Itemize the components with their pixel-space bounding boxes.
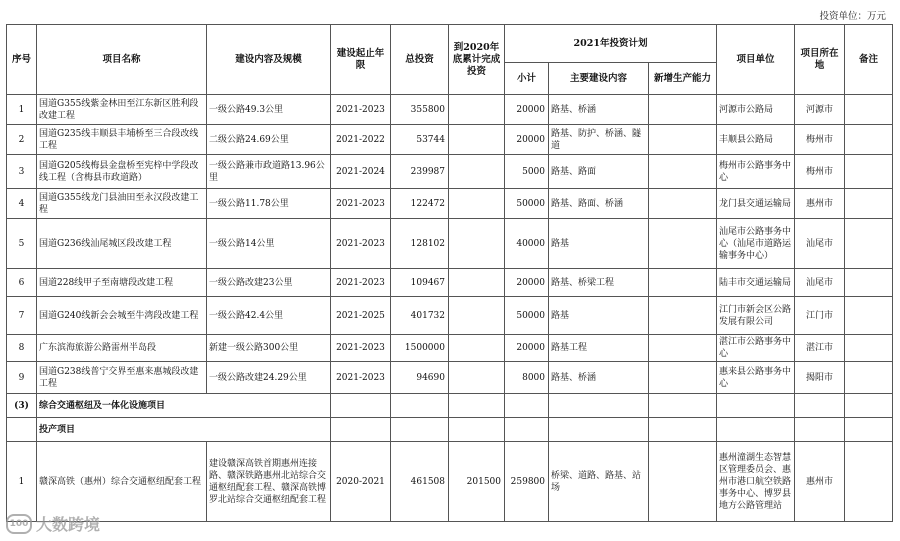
cell-years: 2021-2023 xyxy=(331,362,391,394)
cell-total: 94690 xyxy=(391,362,449,394)
header-cap: 新增生产能力 xyxy=(649,63,717,95)
cell-loc: 惠州市 xyxy=(795,442,845,522)
cell-loc: 汕尾市 xyxy=(795,269,845,297)
cell-sub: 20000 xyxy=(505,95,549,125)
cell-unit: 河源市公路局 xyxy=(717,95,795,125)
header-main: 主要建设内容 xyxy=(549,63,649,95)
cell-total: 401732 xyxy=(391,297,449,335)
section-seq: (3) xyxy=(7,394,37,418)
cell-note xyxy=(845,335,893,362)
cell-seq: 4 xyxy=(7,189,37,219)
cell-cum xyxy=(449,125,505,155)
cell-loc: 揭阳市 xyxy=(795,362,845,394)
cell-content: 一级公路14公里 xyxy=(207,219,331,269)
cell-main: 路基 xyxy=(549,297,649,335)
cell-note xyxy=(845,189,893,219)
section-title: 综合交通枢纽及一体化设施项目 xyxy=(37,394,331,418)
cell-cum: 201500 xyxy=(449,442,505,522)
cell-years: 2021-2023 xyxy=(331,219,391,269)
cell-years: 2021-2024 xyxy=(331,155,391,189)
cell-name: 国道G355线龙门县油田至永汉段改建工程 xyxy=(37,189,207,219)
cell-cap xyxy=(649,269,717,297)
cell-cum xyxy=(449,95,505,125)
header-loc: 项目所在地 xyxy=(795,25,845,95)
cell-content: 一级公路42.4公里 xyxy=(207,297,331,335)
header-total: 总投资 xyxy=(391,25,449,95)
table-row xyxy=(7,125,893,155)
cell-unit: 陆丰市交通运输局 xyxy=(717,269,795,297)
cell-sub: 50000 xyxy=(505,297,549,335)
table-row xyxy=(7,297,893,335)
table-row xyxy=(7,189,893,219)
cell-name: 国道G205线梅县金盘桥至宪梓中学段改线工程（含梅县市政道路） xyxy=(37,155,207,189)
cell-cum xyxy=(449,219,505,269)
section-row xyxy=(7,394,893,418)
cell-content: 新建一级公路300公里 xyxy=(207,335,331,362)
cell-loc: 惠州市 xyxy=(795,189,845,219)
cell-note xyxy=(845,95,893,125)
cell-note xyxy=(845,155,893,189)
cell-content: 一级公路11.78公里 xyxy=(207,189,331,219)
unit-note: 投资单位：万元 xyxy=(819,11,886,22)
cell-cap xyxy=(649,155,717,189)
cell-cap xyxy=(649,335,717,362)
table-row xyxy=(7,335,893,362)
cell-note xyxy=(845,269,893,297)
cell-seq: 3 xyxy=(7,155,37,189)
cell-total: 109467 xyxy=(391,269,449,297)
cell-cum xyxy=(449,269,505,297)
cell-main: 路基、桥涵 xyxy=(549,95,649,125)
table-row xyxy=(7,95,893,125)
cell-sub: 20000 xyxy=(505,125,549,155)
cell-seq: 1 xyxy=(7,442,37,522)
cell-cap xyxy=(649,362,717,394)
cell-main: 路基工程 xyxy=(549,335,649,362)
table-row xyxy=(7,362,893,394)
header-cum: 到2020年底累计完成投资 xyxy=(449,25,505,95)
cell-sub: 50000 xyxy=(505,189,549,219)
cell-sub: 5000 xyxy=(505,155,549,189)
cell-note xyxy=(845,442,893,522)
cell-loc: 梅州市 xyxy=(795,125,845,155)
cell-main: 路基、路面 xyxy=(549,155,649,189)
header-name: 项目名称 xyxy=(37,25,207,95)
cell-name: 国道G238线普宁交界至惠来惠城段改建工程 xyxy=(37,362,207,394)
table-row xyxy=(7,269,893,297)
cell-name: 国道G235线丰顺县丰埔桥至三合段改线工程 xyxy=(37,125,207,155)
header-plan2021: 2021年投资计划 xyxy=(505,25,717,63)
cell-note xyxy=(845,297,893,335)
cell-unit: 惠州潼湖生态智慧区管理委员会、惠州市港口航空铁路事务中心、博罗县地方公路管理站 xyxy=(717,442,795,522)
cell-note xyxy=(845,219,893,269)
cell-years: 2021-2023 xyxy=(331,95,391,125)
cell-seq: 6 xyxy=(7,269,37,297)
cell-name: 赣深高铁（惠州）综合交通枢纽配套工程 xyxy=(37,442,207,522)
table-row xyxy=(7,442,893,522)
cell-years: 2021-2023 xyxy=(331,189,391,219)
cell-content: 一级公路改建23公里 xyxy=(207,269,331,297)
cell-years: 2021-2023 xyxy=(331,269,391,297)
cell-unit: 龙门县交通运输局 xyxy=(717,189,795,219)
header-seq: 序号 xyxy=(7,25,37,95)
cell-total: 461508 xyxy=(391,442,449,522)
header-unit: 项目单位 xyxy=(717,25,795,95)
cell-total: 355800 xyxy=(391,95,449,125)
cell-cum xyxy=(449,189,505,219)
subsection-row xyxy=(7,418,893,442)
watermark xyxy=(6,512,100,535)
investment-table xyxy=(6,24,893,522)
cell-main: 路基、路面、桥涵 xyxy=(549,189,649,219)
cell-years: 2020-2021 xyxy=(331,442,391,522)
cell-content: 二级公路24.69公里 xyxy=(207,125,331,155)
cell-loc: 河源市 xyxy=(795,95,845,125)
cell-cap xyxy=(649,219,717,269)
cell-sub: 8000 xyxy=(505,362,549,394)
table-row xyxy=(7,219,893,269)
cell-unit: 汕尾市公路事务中心（汕尾市道路运输事务中心） xyxy=(717,219,795,269)
cell-cum xyxy=(449,297,505,335)
cell-unit: 丰顺县公路局 xyxy=(717,125,795,155)
cell-seq: 8 xyxy=(7,335,37,362)
cell-loc: 江门市 xyxy=(795,297,845,335)
cell-content: 一级公路兼市政道路13.96公里 xyxy=(207,155,331,189)
cell-unit: 江门市新会区公路发展有限公司 xyxy=(717,297,795,335)
cell-sub: 20000 xyxy=(505,269,549,297)
cell-seq: 7 xyxy=(7,297,37,335)
cell-seq: 5 xyxy=(7,219,37,269)
cell-sub: 20000 xyxy=(505,335,549,362)
cell-years: 2021-2022 xyxy=(331,125,391,155)
cell-note xyxy=(845,362,893,394)
cell-unit: 惠来县公路事务中心 xyxy=(717,362,795,394)
cell-main: 路基、桥梁工程 xyxy=(549,269,649,297)
cell-seq: 9 xyxy=(7,362,37,394)
cell-note xyxy=(845,125,893,155)
header-content: 建设内容及规模 xyxy=(207,25,331,95)
cell-unit: 湛江市公路事务中心 xyxy=(717,335,795,362)
cell-cap xyxy=(649,95,717,125)
cell-name: 国道G355线紫金林田至江东新区胜利段改建工程 xyxy=(37,95,207,125)
header-sub: 小计 xyxy=(505,63,549,95)
cell-name: 广东滨海旅游公路雷州半岛段 xyxy=(37,335,207,362)
cell-main: 路基 xyxy=(549,219,649,269)
cell-seq: 1 xyxy=(7,95,37,125)
cell-total: 1500000 xyxy=(391,335,449,362)
cell-main: 路基、桥涵 xyxy=(549,362,649,394)
cell-unit: 梅州市公路事务中心 xyxy=(717,155,795,189)
subsection-title: 投产项目 xyxy=(37,418,331,442)
cell-cap xyxy=(649,297,717,335)
cell-content: 一级公路49.3公里 xyxy=(207,95,331,125)
cell-years: 2021-2025 xyxy=(331,297,391,335)
cell-main: 路基、防护、桥涵、隧道 xyxy=(549,125,649,155)
cell-total: 53744 xyxy=(391,125,449,155)
cell-loc: 梅州市 xyxy=(795,155,845,189)
header-years: 建设起止年限 xyxy=(331,25,391,95)
cell-sub: 40000 xyxy=(505,219,549,269)
cell-main: 桥梁、道路、路基、站场 xyxy=(549,442,649,522)
cell-loc: 汕尾市 xyxy=(795,219,845,269)
header-note: 备注 xyxy=(845,25,893,95)
cell-total: 122472 xyxy=(391,189,449,219)
cell-cum xyxy=(449,155,505,189)
cell-cap xyxy=(649,125,717,155)
watermark-logo-icon: 100 xyxy=(6,514,32,534)
cell-total: 239987 xyxy=(391,155,449,189)
cell-total: 128102 xyxy=(391,219,449,269)
cell-cum xyxy=(449,335,505,362)
table-row xyxy=(7,155,893,189)
cell-name: 国道228线甲子至南塘段改建工程 xyxy=(37,269,207,297)
cell-cum xyxy=(449,362,505,394)
cell-cap xyxy=(649,442,717,522)
cell-loc: 湛江市 xyxy=(795,335,845,362)
cell-name: 国道G240线新会会城至牛湾段改建工程 xyxy=(37,297,207,335)
cell-seq: 2 xyxy=(7,125,37,155)
cell-cap xyxy=(649,189,717,219)
cell-content: 建设赣深高铁首期惠州连接路、赣深铁路惠州北站综合交通枢纽配套工程、赣深高铁博罗北站综合交通枢纽配套工程 xyxy=(207,442,331,522)
cell-years: 2021-2023 xyxy=(331,335,391,362)
cell-name: 国道G236线汕尾城区段改建工程 xyxy=(37,219,207,269)
cell-sub: 259800 xyxy=(505,442,549,522)
watermark-text: 大数跨境 xyxy=(36,515,101,534)
cell-content: 一级公路改建24.29公里 xyxy=(207,362,331,394)
